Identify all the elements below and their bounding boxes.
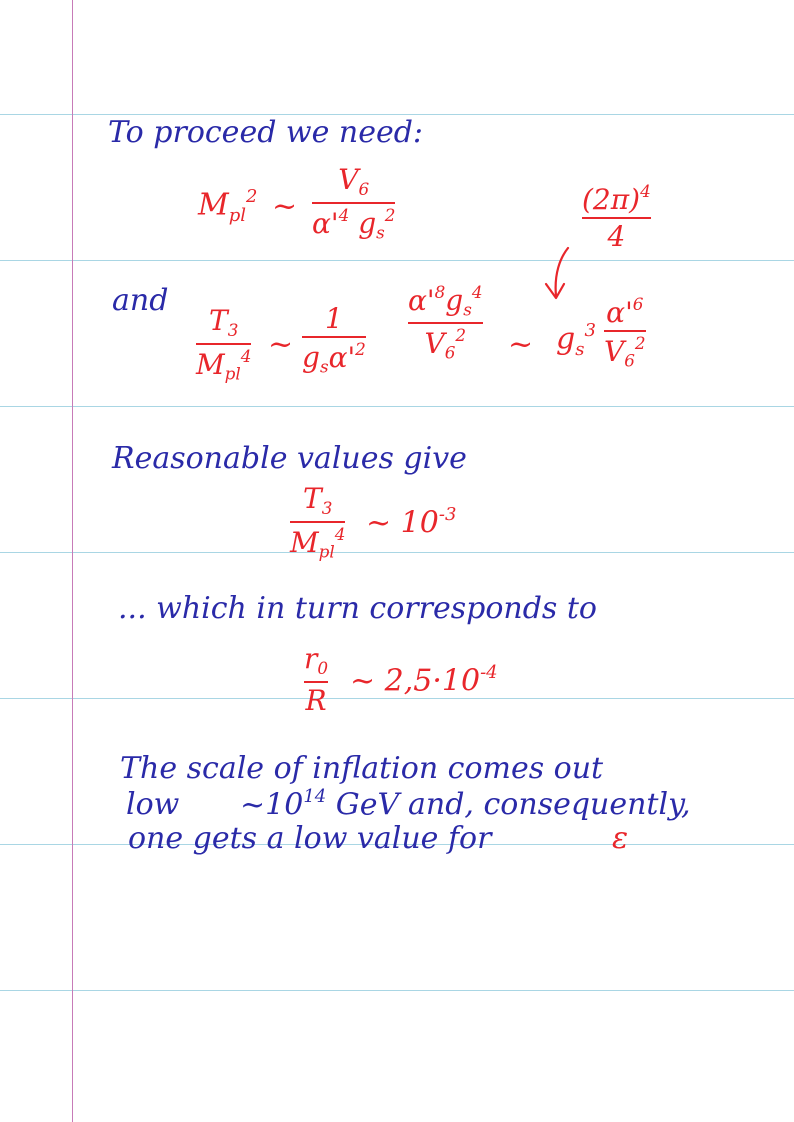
eq2-fraction-2 (302, 304, 366, 377)
side-fraction-bar (582, 217, 651, 219)
eq2-frac2-bar (302, 336, 366, 338)
which-text: ... which in turn corresponds to (118, 591, 597, 626)
conclusion-line-2-consequently: and, consequently, (408, 787, 691, 822)
eq2-frac4-bar (604, 330, 646, 332)
conclusion-line-2-energy: $\sim 10^{14}$ GeV (240, 786, 400, 823)
eq2-tilde: ~ (268, 327, 294, 362)
side-fraction-numerator: $(2\pi)^4$ (582, 181, 651, 216)
eq2-tilde-2: ~ (508, 327, 534, 362)
eq2-frac4-denominator: $V_6^2$ (604, 333, 646, 371)
eq1-fraction (312, 165, 395, 242)
eq3-numerator: $T_3$ (303, 482, 333, 518)
eq3-denominator: $M_{pl}^4$ (290, 523, 346, 562)
eq4-fraction-bar (304, 681, 328, 683)
eq2-frac1-numerator: $T_3$ (209, 304, 239, 340)
arrow-icon (538, 244, 578, 306)
eq2-frac1-denominator: $M_{pl}^4$ (196, 345, 252, 384)
eq2-fraction-4 (604, 296, 646, 370)
eq2-gs-factor: $g_s^3$ (556, 320, 596, 360)
eq2-fraction-3 (408, 284, 483, 363)
eq2-frac4-numerator: $\alpha'^6$ (606, 294, 644, 329)
eq4-denominator: R (305, 683, 327, 717)
eq2-frac3-denominator: $V_6^2$ (424, 325, 467, 363)
eq1-lhs: $M_{pl}^2$ (198, 186, 258, 226)
eq4-rhs: ~ $2,5\cdot 10^{-4}$ (350, 662, 498, 699)
eq1-tilde: ~ (272, 189, 298, 224)
eq3-fraction-bar (290, 521, 345, 523)
eq2-frac1-bar (196, 343, 251, 345)
heading-text: To proceed we need: (108, 115, 424, 150)
side-fraction-denominator: 4 (607, 220, 626, 254)
reasonable-text: Reasonable values give (112, 441, 467, 476)
eq1-numerator: $V_6$ (338, 163, 370, 199)
eq2-fraction-1 (196, 306, 251, 383)
eq3-rhs: ~ $10^{-3}$ (366, 504, 457, 541)
eq1-denominator: $\alpha'^4$ $g_s^2$ (312, 204, 396, 243)
eq2-frac3-numerator: $\alpha'^8g_s^4$ (408, 282, 483, 320)
eq1-fraction-bar (312, 202, 395, 204)
conclusion-line-3: one gets a low value for (128, 821, 492, 856)
epsilon-symbol: ε (612, 821, 629, 856)
eq2-frac2-numerator: 1 (325, 302, 343, 335)
eq4-numerator: $r_0$ (304, 642, 329, 678)
margin-line (72, 0, 73, 1122)
conclusion-line-1: The scale of inflation comes out (120, 751, 604, 786)
conclusion-line-2-low: low (126, 787, 180, 822)
eq4-fraction (304, 644, 328, 715)
eq2-frac2-denominator: $g_s\alpha'^2$ (302, 339, 366, 378)
eq2-frac3-bar (408, 322, 483, 324)
eq3-fraction (290, 484, 345, 561)
and-label: and (112, 283, 169, 318)
side-fraction (582, 183, 651, 252)
